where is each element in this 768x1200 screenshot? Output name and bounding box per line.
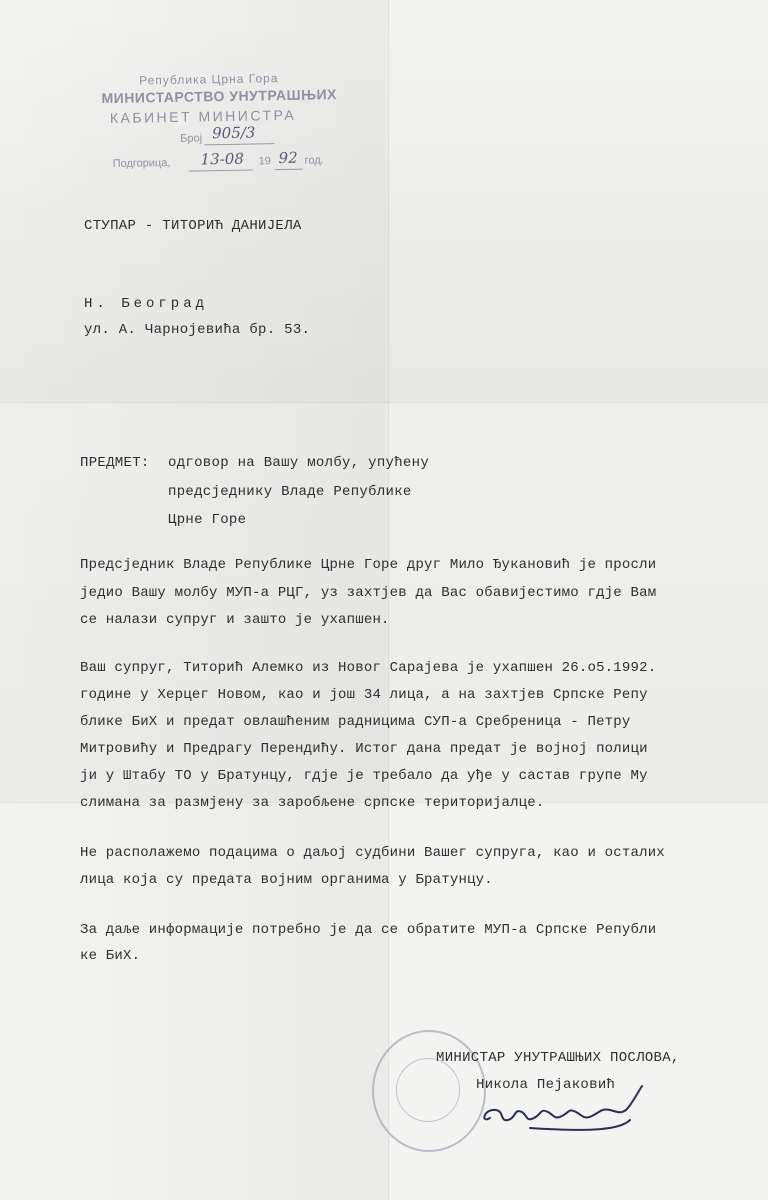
recipient-address: ул. А. Чарнојевића бр. 53. [84, 322, 311, 338]
paragraph-line: године у Херцег Новом, као и још 34 лица, а на захтјев Српске Репу [80, 687, 648, 703]
stamp-year-value: 92 [278, 148, 298, 168]
paragraph-line: једио Вашу молбу МУП-а РЦГ, уз захтјев да Вас обавијестимо гдје Вам [80, 585, 657, 601]
paragraph-line: слимана за размјену за заробљене српске територијалце. [80, 795, 545, 811]
signatory-name: Никола Пејаковић [476, 1077, 616, 1093]
stamp-year-prefix: 19 [258, 155, 271, 168]
handwritten-signature [470, 1080, 660, 1140]
fold-crease-horizontal [0, 402, 768, 403]
paragraph-line: Предсједник Владе Републике Црне Горе друг Мило Ђукановић је просли [80, 557, 657, 573]
subject-line: одговор на Вашу молбу, упућену [168, 455, 430, 471]
stamp-ministry: МИНИСТАРСТВО УНУТРАШЊИХ [101, 86, 338, 107]
registry-stamp [91, 68, 363, 183]
paragraph-line: За даље информације потребно је да се обратите МУП-а Српске Републи [80, 922, 657, 938]
paragraph-line: Ваш супруг, Титорић Алемко из Новог Сарајева је ухапшен 26.о5.1992. [80, 660, 657, 676]
stamp-cabinet: КАБИНЕТ МИНИСТРА [109, 106, 297, 127]
stamp-underline [204, 143, 274, 145]
paragraph-line: се налази супруг и зашто је ухапшен. [80, 612, 390, 628]
stamp-underline [189, 170, 253, 172]
stamp-underline [275, 169, 303, 170]
recipient-name: СТУПАР - ТИТОРИЋ ДАНИЈЕЛА [84, 218, 302, 234]
stamp-date-value: 13-08 [200, 149, 244, 169]
signatory-title: МИНИСТАР УНУТРАШЊИХ ПОСЛОВА, [436, 1050, 680, 1066]
subject-label: ПРЕДМЕТ: [80, 455, 150, 471]
stamp-republic: Република Црна Гора [139, 71, 279, 88]
recipient-city: Н. Београд [84, 296, 209, 312]
paragraph-line: лица која су предата војним органима у Братунцу. [80, 872, 493, 888]
paragraph-line: блике БиХ и предат овлашћеним радницима СУП-а Сребреница - Петру [80, 714, 631, 730]
stamp-number-label: Број [180, 132, 203, 145]
paragraph-line: ји у Штабу ТО у Братунцу, гдје је требало да уђе у састав групе Му [80, 768, 648, 784]
stamp-year-suffix: год. [304, 154, 324, 167]
stamp-number-value: 905/3 [211, 123, 256, 143]
paragraph-line: ке БиХ. [80, 948, 141, 964]
paragraph-line: Не располажемо подацима о даљој судбини Вашег супруга, као и осталих [80, 845, 665, 861]
subject-line: предсједнику Владе Републике [168, 484, 412, 500]
stamp-place-label: Подгорица, [112, 156, 171, 171]
subject-line: Црне Горе [168, 512, 247, 528]
paragraph-line: Митровићу и Предрагу Перендићу. Истог дана предат је војној полици [80, 741, 648, 757]
